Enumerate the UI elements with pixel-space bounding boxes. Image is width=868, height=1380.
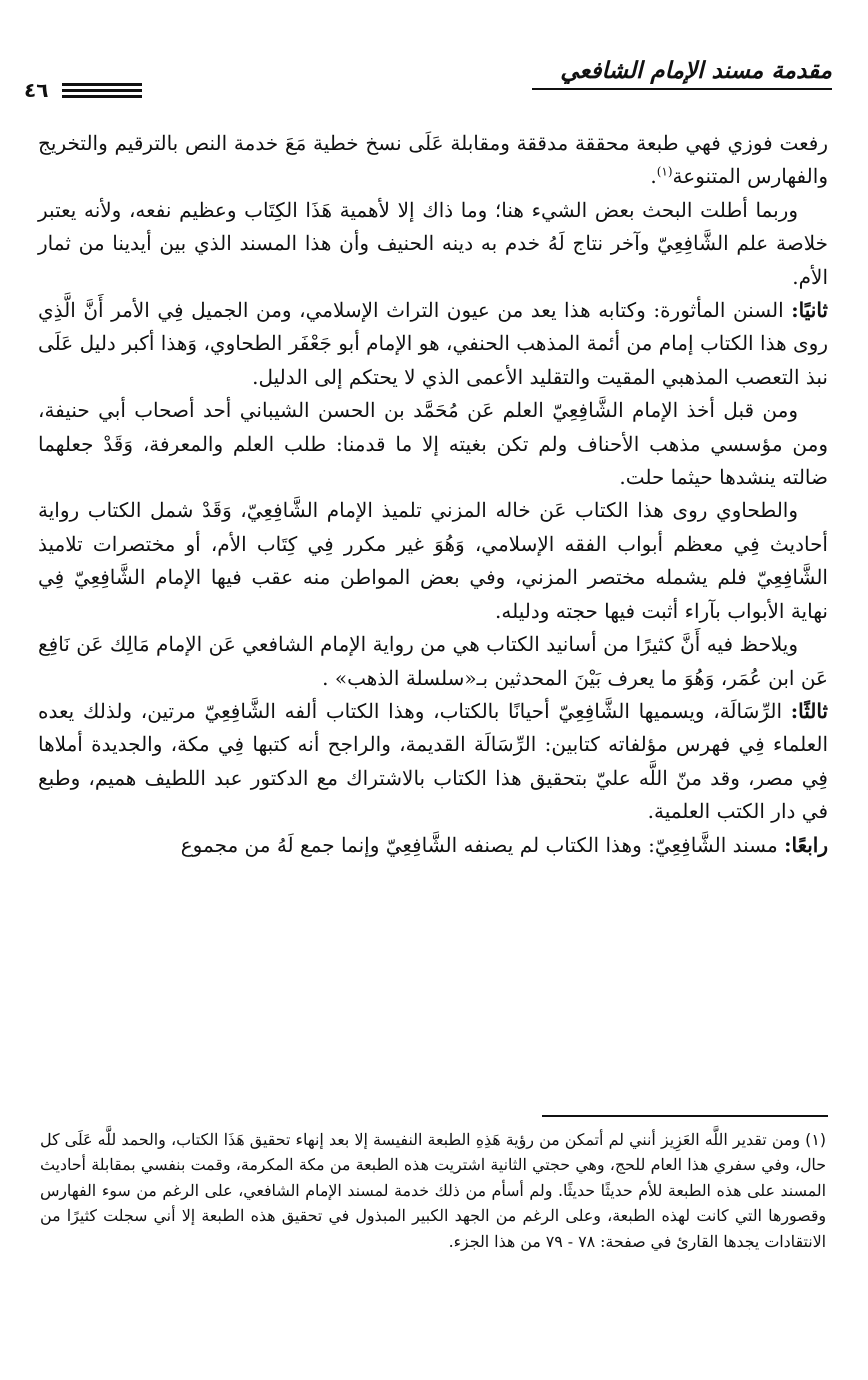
paragraph-text: وربما أطلت البحث بعض الشيء هنا؛ وما ذاك إلا لأهمية هَذَا الكِتَاب وعظيم نفعه، ولأنه يعتبر خلاصة علم الشَّافِعِيّ وآخر نتاج لَهُ خدم به دينه الحنيف وأن هذا المسند الذي بين أيدينا من ثمار الأم. <box>38 197 828 289</box>
page-number-rule <box>62 83 142 86</box>
paragraph <box>38 829 828 862</box>
main-text <box>38 127 828 862</box>
footnote-rule <box>542 1115 828 1117</box>
paragraph <box>38 695 828 829</box>
section-lead: رابعًا: <box>784 832 828 857</box>
running-title: مقدمة مسند الإمام الشافعي <box>560 58 832 84</box>
footnote-reference[interactable]: (١) <box>656 164 673 179</box>
paragraph-text: والطحاوي روى هذا الكتاب عَن خاله المزني تلميذ الإمام الشَّافِعِيّ، وَقَدْ شمل الكتاب رواية أحاديث فِي معظم أبواب الفقه الإسلامي، وَهُوَ غير مكرر فِي كِتَاب الأم، أو مختصرات تلاميذ الشَّافِعِيّ فلم يشمله مختصر المزني، وفي بعض المواطن منه عقب فيها الإمام الشَّافِعِيّ فِي نهاية الأبواب بآراء أثبت فيها حجته ودليله. <box>38 498 828 623</box>
footnote-text: ومن تقدير اللَّه العَزِيز أنني لم أتمكن من رؤية هَذِهِ الطبعة النفيسة إلا بعد إنهاء تحقيق هَذَا الكتاب، والحمد للَّه عَلَى كل حال، وفي سفري هذا العام للحج، وهي حجتي الثانية اشتريت هذه الطبعة من مكة المكرمة، وقمت بنفسي بمقابلة أحاديث المسند على هذه الطبعة للأم حديثًا حديثًا. ولم أسأم من ذلك خدمة لمسند الإمام الشافعي، على الرغم من سوء الفهارس وقصورها التي كانت لهذه الطبعة، وعلى الرغم من الجهد الكبير المبذول في تحقيق هذه الطبعة إلا أني سجلت كثيرًا من الانتقادات يجدها القارئ في صفحة: ٧٨ - ٧٩ من هذا الجزء. <box>40 1130 826 1251</box>
paragraph-text: مسند الشَّافِعِيّ: وهذا الكتاب لم يصنفه الشَّافِعِيّ وإنما جمع لَهُ من مجموع <box>180 832 785 857</box>
header-rule <box>532 88 832 90</box>
paragraph-text: الرِّسَالَة، ويسميها الشَّافِعِيّ أحيانًا بالكتاب، وهذا الكتاب ألفه الشَّافِعِيّ مرتين، ولذلك يعده العلماء فِي فهرس مؤلفاته كتابين: الرِّسَالَة القديمة، والراجح أنه كتبها فِي مكة، والجديدة أملاها فِي مصر، وقد منّ اللَّه عليّ بتحقيق هذا الكتاب بالاشتراك مع الدكتور عبد اللطيف هميم، وطبع في دار الكتب العلمية. <box>38 698 828 824</box>
page-number-rule <box>62 89 142 92</box>
page-header <box>22 58 832 102</box>
paragraph-text: ويلاحظ فيه أَنَّ كثيرًا من أسانيد الكتاب هي من رواية الإمام الشافعي عَن الإمام مَالِك عَن نَافِع عَن ابن عُمَر، وَهُوَ ما يعرف بَيْنَ المحدثين بـ«سلسلة الذهب» . <box>38 632 828 690</box>
paragraph-text: السنن المأثورة: وكتابه هذا يعد من عيون التراث الإسلامي، ومن الجميل فِي الأمر أَنَّ الَّذِي روى هذا الكتاب إمام من أئمة المذهب الحنفي، هو الإمام أبو جَعْفَر الطحاوي، وَهذا أكبر دليل عَلَى نبذ التعصب المذهبي المقيت والتقليد الأعمى الذي لا يحتكم إلى الدليل. <box>38 298 828 389</box>
page-number-rule <box>62 95 142 98</box>
paragraph-text: رفعت فوزي فهي طبعة محققة مدققة ومقابلة عَلَى نسخ خطية مَعَ خدمة النص بالترقيم والتخريج والفهارس المتنوعة <box>38 131 828 189</box>
footnote <box>40 1127 826 1254</box>
paragraph <box>38 127 828 194</box>
section-lead: ثانيًا: <box>791 298 828 323</box>
paragraph-end: . <box>650 164 657 189</box>
page-number-block <box>22 78 142 106</box>
paragraph-text: ومن قبل أخذ الإمام الشَّافِعِيّ العلم عَن مُحَمَّد بن الحسن الشيباني أحد أصحاب أبي حنيفة، ومن مؤسسي مذهب الأحناف ولم تكن بغيته إلا ما قدمنا: طلب العلم والمعرفة، وَقَدْ جعلهما ضالته ينشدها حيثما حلت. <box>38 398 828 490</box>
paragraph <box>38 294 828 394</box>
paragraph <box>38 628 828 695</box>
paragraph <box>38 494 828 628</box>
paragraph <box>38 394 828 494</box>
footnote-marker: (١) <box>805 1130 826 1149</box>
paragraph <box>38 194 828 294</box>
page-number: ٤٦ <box>24 78 49 102</box>
section-lead: ثالثًا: <box>790 698 828 723</box>
